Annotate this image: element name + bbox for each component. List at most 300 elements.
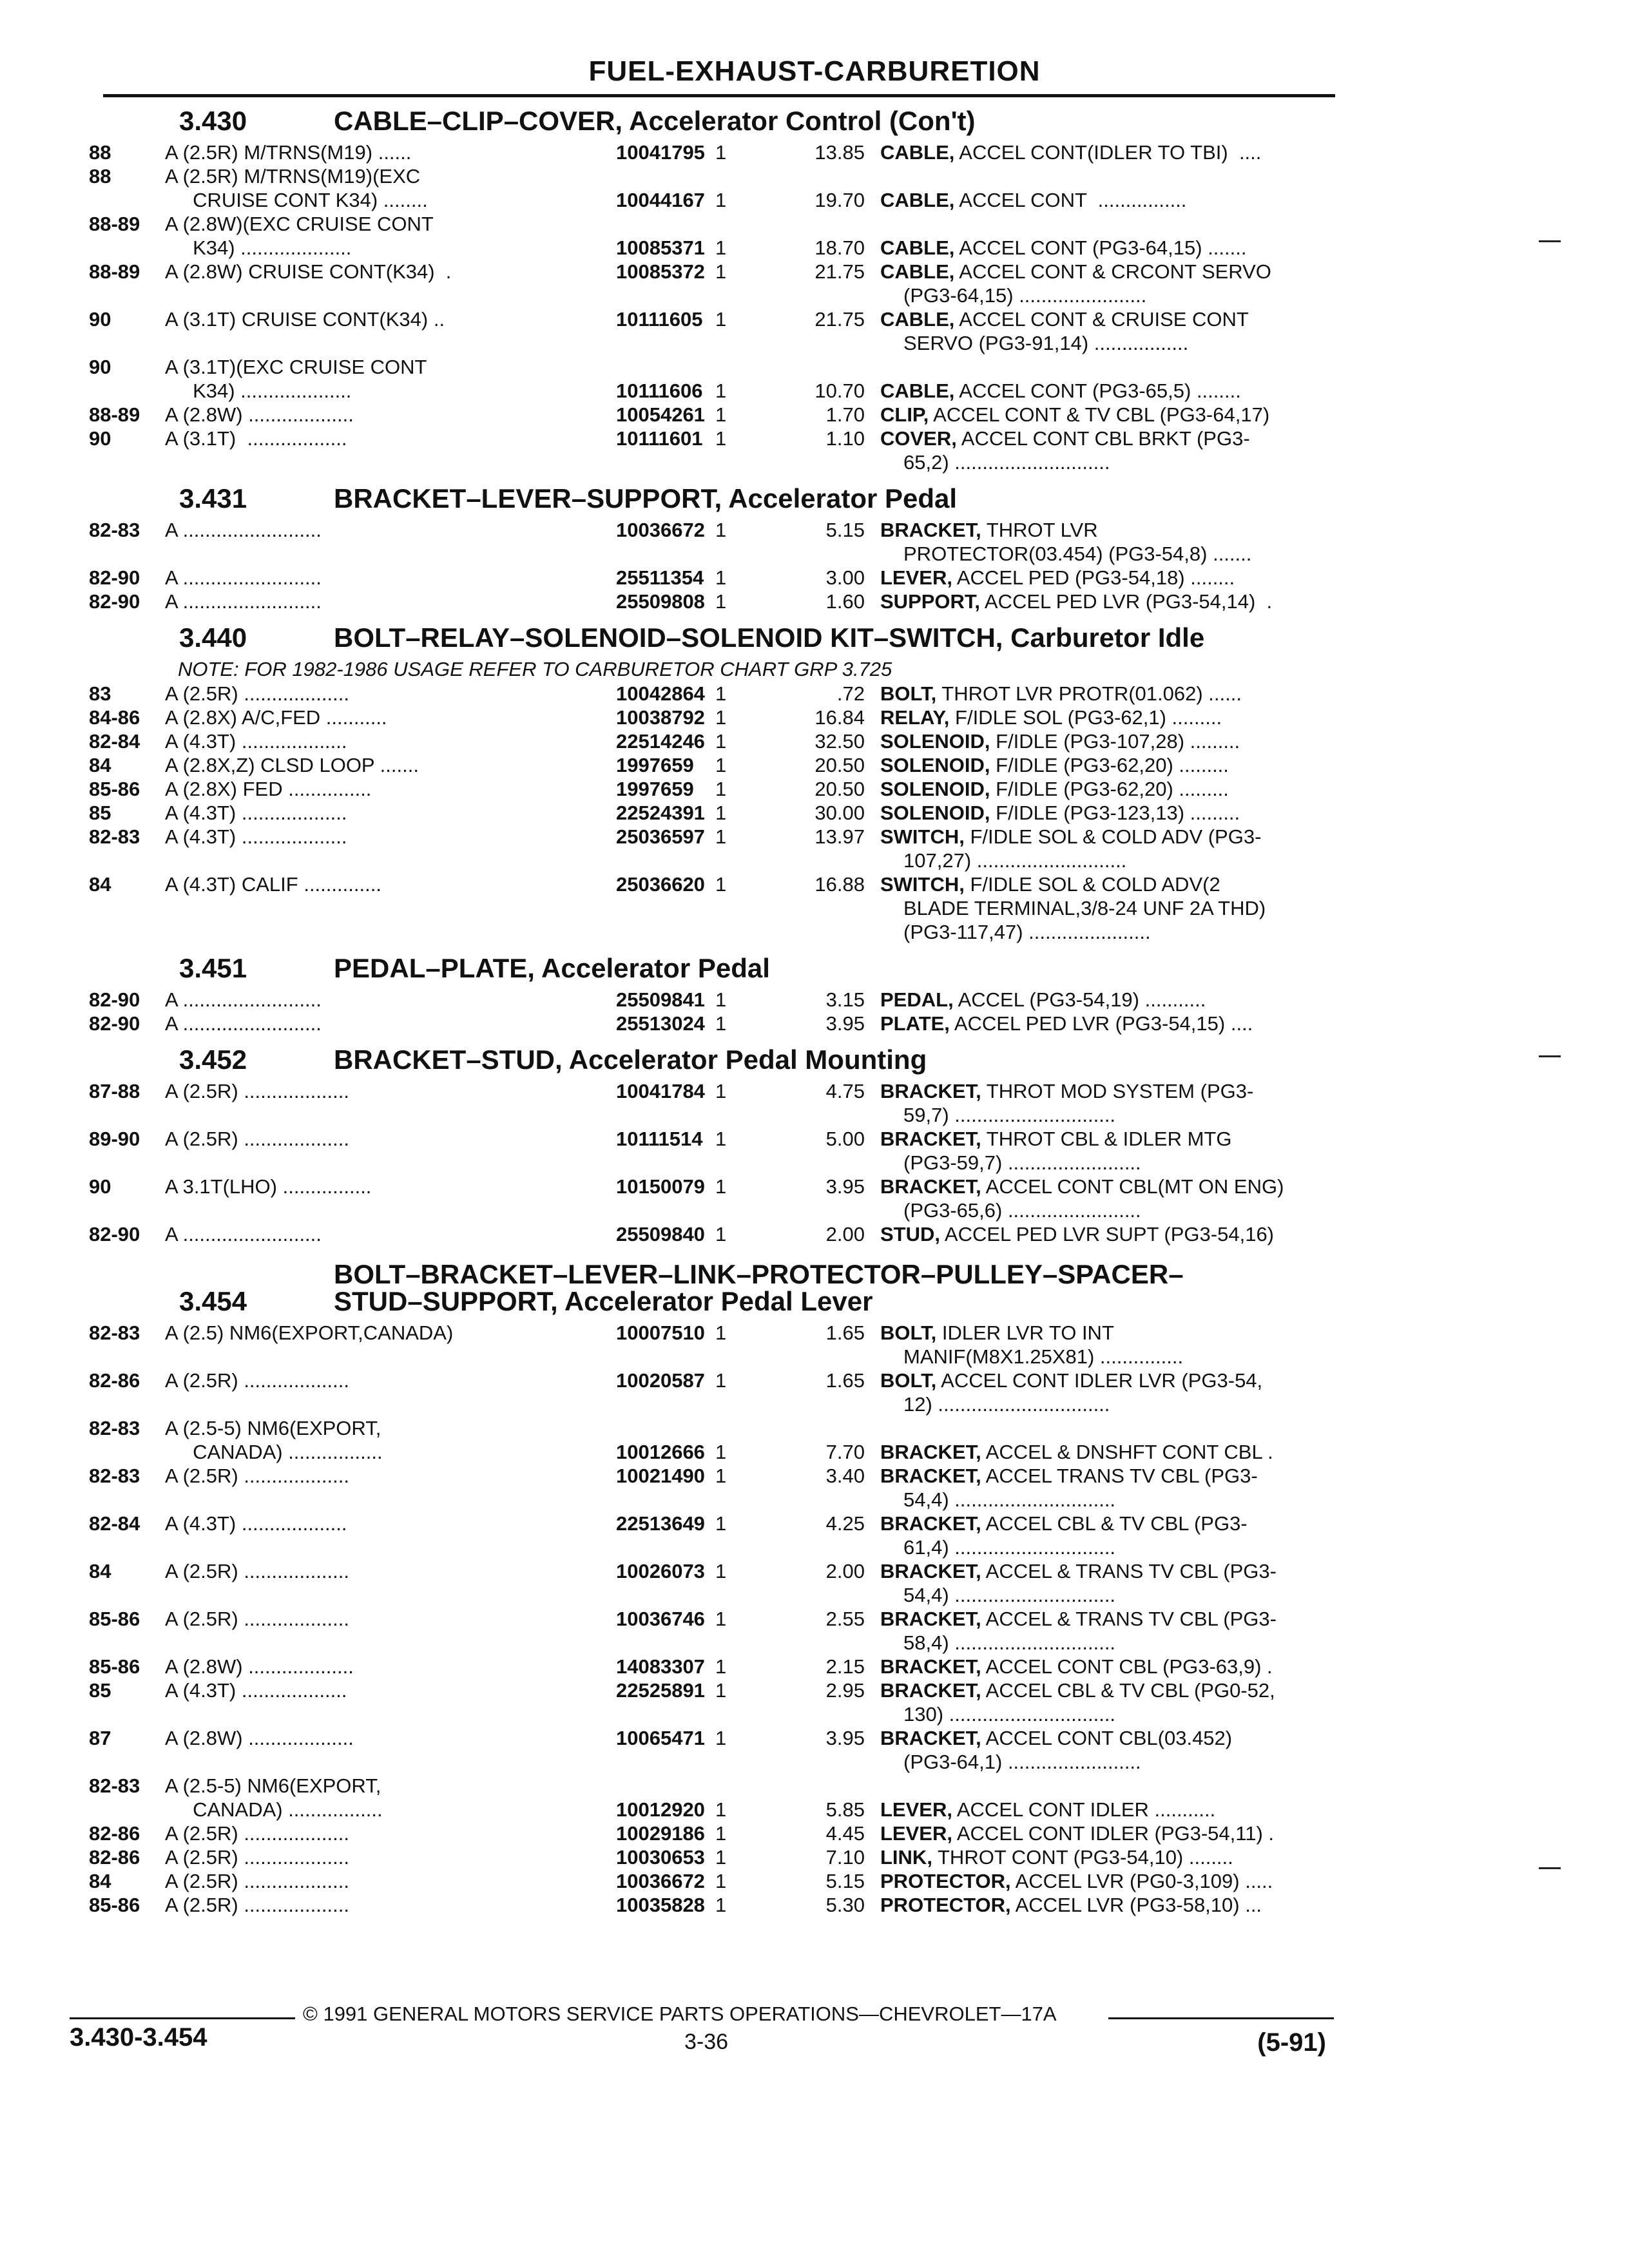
quantity [706, 1103, 784, 1127]
part-row [89, 1821, 1352, 1845]
model-years: 84 [89, 1870, 111, 1892]
model-years [89, 849, 165, 872]
quantity: 1 [715, 1822, 727, 1845]
quantity: 1 [715, 1655, 727, 1678]
model-years: 88-89 [89, 213, 140, 235]
price: 21.75 [815, 260, 865, 283]
part-type: LEVER, [880, 1822, 952, 1845]
part-row [89, 1103, 1352, 1127]
price: .72 [836, 682, 865, 705]
part-number [616, 542, 706, 566]
part-detail: THROT LVR PROTR(01.062) ...... [936, 682, 1242, 705]
model-years [89, 1198, 165, 1222]
application: A (3.1T) .................. [165, 427, 347, 450]
application [165, 1198, 616, 1222]
part-row [89, 1798, 1352, 1821]
price: 3.95 [825, 1175, 865, 1198]
part-detail: ACCEL CONT IDLER ........... [952, 1798, 1216, 1821]
footer-copyright: © 1991 GENERAL MOTORS SERVICE PARTS OPERATIONS—CHEVROLET—17A [303, 2003, 1057, 2025]
part-type: SWITCH, [880, 873, 965, 896]
quantity: 1 [715, 519, 727, 541]
part-detail: F/IDLE (PG3-123,13) ......... [990, 802, 1240, 824]
part-detail: THROT LVR [981, 519, 1098, 541]
part-row [89, 920, 1352, 944]
part-number: 10012666 [616, 1441, 705, 1463]
price: 10.70 [815, 380, 865, 402]
application [165, 920, 616, 944]
part-type: LINK, [880, 1846, 932, 1869]
part-number: 10042864 [616, 682, 705, 705]
part-detail: ACCEL CBL & TV CBL (PG0-52, [981, 1679, 1275, 1702]
part-row [89, 140, 1352, 164]
part-description [880, 260, 1351, 284]
application [165, 1488, 616, 1512]
model-years [89, 1103, 165, 1127]
model-years: 82-83 [89, 1465, 140, 1487]
quantity: 1 [715, 1679, 727, 1702]
part-number: 10036746 [616, 1608, 705, 1630]
part-detail: ACCEL PED LVR (PG3-54,14) . [980, 590, 1273, 613]
part-row [89, 542, 1352, 566]
quantity: 1 [715, 778, 727, 800]
part-description [880, 427, 1351, 450]
application: A (2.5) NM6(EXPORT,CANADA) [165, 1321, 454, 1344]
part-description [880, 1726, 1351, 1750]
part-number: 10041795 [616, 141, 705, 164]
part-type: PLATE, [880, 1012, 950, 1035]
model-years: 84 [89, 1560, 111, 1582]
application: A (2.8W)(EXC CRUISE CONT [165, 213, 434, 235]
part-type: BRACKET, [880, 1441, 981, 1463]
section-title: PEDAL–PLATE, Accelerator Pedal [334, 953, 770, 983]
part-type: CABLE, [880, 260, 955, 283]
part-row [89, 590, 1352, 613]
application [165, 1345, 616, 1369]
part-row [89, 1631, 1352, 1655]
part-type: BRACKET, [880, 1655, 981, 1678]
part-number [616, 1750, 706, 1774]
part-row [89, 1392, 1352, 1416]
part-description [880, 140, 1351, 164]
model-years: 85-86 [89, 1894, 140, 1916]
part-number: 25509840 [616, 1223, 705, 1245]
part-row [89, 188, 1352, 212]
price: 5.85 [825, 1798, 865, 1821]
part-description [880, 1512, 1351, 1535]
part-description [880, 566, 1351, 590]
part-type: BRACKET, [880, 519, 981, 541]
application: A (4.3T) ................... [165, 1679, 347, 1702]
part-row [89, 427, 1352, 450]
application: A (2.5R) ................... [165, 1465, 349, 1487]
part-description [880, 188, 1351, 212]
section-note: NOTE: FOR 1982-1986 USAGE REFER TO CARBURETOR CHART GRP 3.725 [178, 658, 892, 680]
price [784, 1702, 880, 1726]
part-number [616, 849, 706, 872]
part-detail: BLADE TERMINAL,3/8-24 UNF 2A THD) [903, 897, 1266, 919]
model-years: 88 [89, 165, 111, 187]
part-number: 10085371 [616, 236, 705, 259]
part-description [880, 284, 1351, 307]
quantity: 1 [715, 825, 727, 848]
application: A (4.3T) ................... [165, 1512, 347, 1535]
part-type: CABLE, [880, 141, 955, 164]
quantity: 1 [715, 260, 727, 283]
part-number: 10038792 [616, 706, 705, 729]
part-type: CLIP, [880, 403, 929, 426]
part-number: 10044167 [616, 189, 705, 211]
part-description [880, 1750, 1351, 1774]
model-years: 87-88 [89, 1080, 140, 1102]
part-description [880, 1774, 1351, 1798]
model-years: 82-90 [89, 988, 140, 1011]
quantity: 1 [715, 1608, 727, 1630]
model-years: 82-86 [89, 1369, 140, 1392]
application: A (2.5R) ................... [165, 1870, 349, 1892]
section-number: 3.452 [179, 1044, 247, 1075]
part-description [880, 1464, 1351, 1488]
quantity [706, 284, 784, 307]
quantity: 1 [715, 380, 727, 402]
part-type: CABLE, [880, 308, 955, 331]
part-detail: ACCEL PED LVR SUPT (PG3-54,16) [940, 1223, 1275, 1245]
part-row [89, 331, 1352, 355]
quantity: 1 [715, 1175, 727, 1198]
part-description [880, 1535, 1351, 1559]
price: 7.10 [825, 1846, 865, 1869]
price: 32.50 [815, 730, 865, 753]
model-years [89, 542, 165, 566]
quantity: 1 [715, 1846, 727, 1869]
price: 5.30 [825, 1894, 865, 1916]
application: A (2.5R) ................... [165, 1846, 349, 1869]
price: 1.65 [825, 1369, 865, 1392]
model-years [89, 1151, 165, 1175]
part-row [89, 236, 1352, 260]
quantity [706, 450, 784, 474]
part-description [880, 331, 1351, 355]
part-description [880, 706, 1351, 729]
part-number [616, 1151, 706, 1175]
price [784, 849, 880, 872]
part-number: 10041784 [616, 1080, 705, 1102]
part-number: 10111605 [616, 308, 703, 331]
quantity: 1 [715, 1727, 727, 1749]
page-header: FUEL-EXHAUST-CARBURETION [588, 55, 1041, 87]
model-years: 82-83 [89, 1774, 140, 1797]
section-title-line: STUD–SUPPORT, Accelerator Pedal Lever [334, 1286, 873, 1316]
part-detail: ACCEL CONT CBL(MT ON ENG) [981, 1175, 1284, 1198]
parts-catalog [89, 97, 1352, 1917]
application: A (2.8W) ................... [165, 1727, 354, 1749]
part-detail: 59,7) ............................. [903, 1104, 1116, 1126]
model-years [89, 188, 165, 212]
model-years: 89-90 [89, 1128, 140, 1150]
application: A ......................... [165, 519, 322, 541]
model-years: 82-86 [89, 1846, 140, 1869]
part-row [89, 801, 1352, 825]
part-number [616, 920, 706, 944]
part-number: 10085372 [616, 260, 705, 283]
part-row [89, 566, 1352, 590]
part-type: LEVER, [880, 1798, 952, 1821]
application [165, 1702, 616, 1726]
footer-rule-right [1108, 2017, 1334, 2019]
part-description [880, 518, 1351, 542]
application: A (2.8X) FED ............... [165, 778, 372, 800]
part-detail: (PG3-64,15) ....................... [903, 284, 1147, 307]
part-row [89, 1893, 1352, 1917]
part-row [89, 260, 1352, 284]
part-description [880, 164, 1351, 188]
price: 3.40 [825, 1465, 865, 1487]
part-row [89, 896, 1352, 920]
price [784, 331, 880, 355]
application: A ......................... [165, 988, 322, 1011]
model-years: 82-84 [89, 730, 140, 753]
price [784, 1416, 880, 1440]
part-detail: ACCEL CONT CBL BRKT (PG3- [956, 427, 1250, 450]
part-row [89, 1416, 1352, 1440]
part-description [880, 1702, 1351, 1726]
quantity [706, 1750, 784, 1774]
model-years: 82-83 [89, 519, 140, 541]
part-description [880, 1222, 1351, 1246]
application: A (2.8X) A/C,FED ........... [165, 706, 387, 729]
part-number: 10035828 [616, 1894, 705, 1916]
price: 16.84 [815, 706, 865, 729]
part-row [89, 1488, 1352, 1512]
price: 3.15 [825, 988, 865, 1011]
part-detail: ACCEL & TRANS TV CBL (PG3- [981, 1608, 1277, 1630]
model-years: 90 [89, 308, 111, 331]
part-number: 22524391 [616, 802, 705, 824]
part-detail: ACCEL CONT & CRUISE CONT [954, 308, 1249, 331]
price [784, 355, 880, 379]
model-years: 88-89 [89, 403, 140, 426]
application: K34) .................... [165, 236, 352, 259]
model-years [89, 450, 165, 474]
application: A (2.5R) M/TRNS(M19)(EXC [165, 165, 421, 187]
part-row [89, 1440, 1352, 1464]
section-title [334, 1259, 1184, 1317]
application: CRUISE CONT K34) ........ [165, 189, 428, 211]
part-description [880, 1655, 1351, 1678]
part-description [880, 450, 1351, 474]
model-years: 82-83 [89, 825, 140, 848]
part-description [880, 307, 1351, 331]
price: 2.15 [825, 1655, 865, 1678]
part-description [880, 1893, 1351, 1917]
model-years: 82-90 [89, 1223, 140, 1245]
application: A (2.8W) ................... [165, 403, 354, 426]
part-number: 25511354 [616, 566, 704, 589]
part-row [89, 284, 1352, 307]
part-description [880, 729, 1351, 753]
application: A ......................... [165, 590, 322, 613]
part-type: SUPPORT, [880, 590, 981, 613]
price: 4.45 [825, 1822, 865, 1845]
price: 20.50 [815, 754, 865, 776]
part-row [89, 1845, 1352, 1869]
quantity: 1 [715, 754, 727, 776]
part-row [89, 1535, 1352, 1559]
price: 5.15 [825, 519, 865, 541]
price: 7.70 [825, 1441, 865, 1463]
part-detail: ACCEL (PG3-54,19) ........... [953, 988, 1206, 1011]
part-number [616, 896, 706, 920]
quantity [706, 1151, 784, 1175]
part-detail: ACCEL CONT (PG3-64,15) ....... [954, 236, 1247, 259]
part-description [880, 1798, 1351, 1821]
model-years [89, 1798, 165, 1821]
section-title: BRACKET–LEVER–SUPPORT, Accelerator Pedal [334, 483, 958, 514]
part-row [89, 379, 1352, 403]
part-description [880, 801, 1351, 825]
part-number [616, 1774, 706, 1798]
part-detail: 58,4) ............................. [903, 1631, 1116, 1654]
footer-rule-left [70, 2017, 295, 2019]
part-row [89, 1369, 1352, 1392]
part-detail: F/IDLE (PG3-107,28) ......... [990, 730, 1240, 753]
quantity: 1 [715, 802, 727, 824]
part-type: CABLE, [880, 236, 955, 259]
model-years [89, 284, 165, 307]
part-description [880, 1012, 1351, 1035]
part-description [880, 1631, 1351, 1655]
application [165, 542, 616, 566]
model-years [89, 1535, 165, 1559]
part-description [880, 682, 1351, 706]
part-row [89, 212, 1352, 236]
quantity: 1 [715, 1798, 727, 1821]
part-description [880, 590, 1351, 613]
model-years: 84 [89, 754, 111, 776]
section-title: CABLE–CLIP–COVER, Accelerator Control (Con't) [334, 106, 976, 136]
part-description [880, 1369, 1351, 1392]
price: 3.95 [825, 1727, 865, 1749]
part-type: BRACKET, [880, 1465, 981, 1487]
model-years: 82-90 [89, 1012, 140, 1035]
part-row [89, 777, 1352, 801]
part-description [880, 872, 1351, 896]
price [784, 1631, 880, 1655]
part-number: 10021490 [616, 1465, 705, 1487]
part-description [880, 825, 1351, 849]
application [165, 1631, 616, 1655]
part-detail: ACCEL LVR (PG0-3,109) ..... [1010, 1870, 1273, 1892]
part-detail: (PG3-65,6) ........................ [903, 1199, 1141, 1222]
part-row [89, 1345, 1352, 1369]
part-row [89, 1222, 1352, 1246]
part-detail: 12) ............................... [903, 1393, 1110, 1416]
part-type: LEVER, [880, 566, 952, 589]
part-number [616, 450, 706, 474]
section-heading [89, 948, 1352, 988]
application: A ......................... [165, 566, 322, 589]
application [165, 1103, 616, 1127]
price: 3.00 [825, 566, 865, 589]
part-row [89, 1175, 1352, 1198]
part-detail: PROTECTOR(03.454) (PG3-54,8) ....... [903, 543, 1252, 565]
price: 2.95 [825, 1679, 865, 1702]
price [784, 450, 880, 474]
application [165, 1750, 616, 1774]
price: 5.00 [825, 1128, 865, 1150]
part-row [89, 1559, 1352, 1583]
part-detail: 61,4) ............................. [903, 1536, 1116, 1559]
section-number: 3.454 [179, 1286, 247, 1316]
part-type: SOLENOID, [880, 730, 990, 753]
part-detail: (PG3-59,7) ........................ [903, 1151, 1141, 1174]
part-number: 10065471 [616, 1727, 705, 1749]
price: 13.85 [815, 141, 865, 164]
part-description [880, 777, 1351, 801]
part-detail: ACCEL CBL & TV CBL (PG3- [981, 1512, 1248, 1535]
quantity [706, 355, 784, 379]
part-detail: ACCEL CONT(IDLER TO TBI) .... [954, 141, 1262, 164]
part-detail: THROT CBL & IDLER MTG [981, 1128, 1232, 1150]
model-years [89, 379, 165, 403]
part-detail: 54,4) ............................. [903, 1488, 1116, 1511]
price: 1.60 [825, 590, 865, 613]
application: A (2.5R) ................... [165, 1608, 349, 1630]
part-detail: ACCEL CONT & TV CBL (PG3-64,17) [929, 403, 1270, 426]
part-description [880, 355, 1351, 379]
price: 1.10 [825, 427, 865, 450]
quantity [706, 542, 784, 566]
part-description [880, 1079, 1351, 1103]
part-row [89, 1750, 1352, 1774]
part-number: 25513024 [616, 1012, 705, 1035]
model-years: 82-84 [89, 1512, 140, 1535]
part-description [880, 542, 1351, 566]
part-description [880, 1607, 1351, 1631]
quantity: 1 [715, 1894, 727, 1916]
model-years: 90 [89, 1175, 111, 1198]
quantity: 1 [715, 1223, 727, 1245]
part-number: 25509841 [616, 988, 705, 1011]
quantity: 1 [715, 1512, 727, 1535]
part-detail: F/IDLE (PG3-62,20) ......... [990, 778, 1229, 800]
quantity: 1 [715, 141, 727, 164]
part-detail: ACCEL CONT (PG3-65,5) ........ [954, 380, 1241, 402]
application: CANADA) ................. [165, 1441, 383, 1463]
part-description [880, 1151, 1351, 1175]
part-number: 10036672 [616, 1870, 705, 1892]
application [165, 450, 616, 474]
part-detail: ACCEL CONT CBL (PG3-63,9) . [981, 1655, 1273, 1678]
part-number [616, 164, 706, 188]
application: A ......................... [165, 1223, 322, 1245]
part-description [880, 403, 1351, 427]
model-years: 85-86 [89, 1655, 140, 1678]
part-row [89, 1198, 1352, 1222]
part-detail: ACCEL PED (PG3-54,18) ........ [952, 566, 1235, 589]
application: A (2.5R) ................... [165, 682, 349, 705]
section-title: BRACKET–STUD, Accelerator Pedal Mounting [334, 1044, 927, 1075]
part-number: 10029186 [616, 1822, 705, 1845]
application: A (2.5-5) NM6(EXPORT, [165, 1774, 381, 1797]
model-years [89, 896, 165, 920]
part-number: 25036620 [616, 873, 705, 896]
part-description [880, 1583, 1351, 1607]
part-row [89, 1321, 1352, 1345]
application: A (3.1T)(EXC CRUISE CONT [165, 356, 427, 378]
quantity [706, 1631, 784, 1655]
part-detail: ACCEL LVR (PG3-58,10) ... [1010, 1894, 1262, 1916]
model-years: 82-90 [89, 590, 140, 613]
